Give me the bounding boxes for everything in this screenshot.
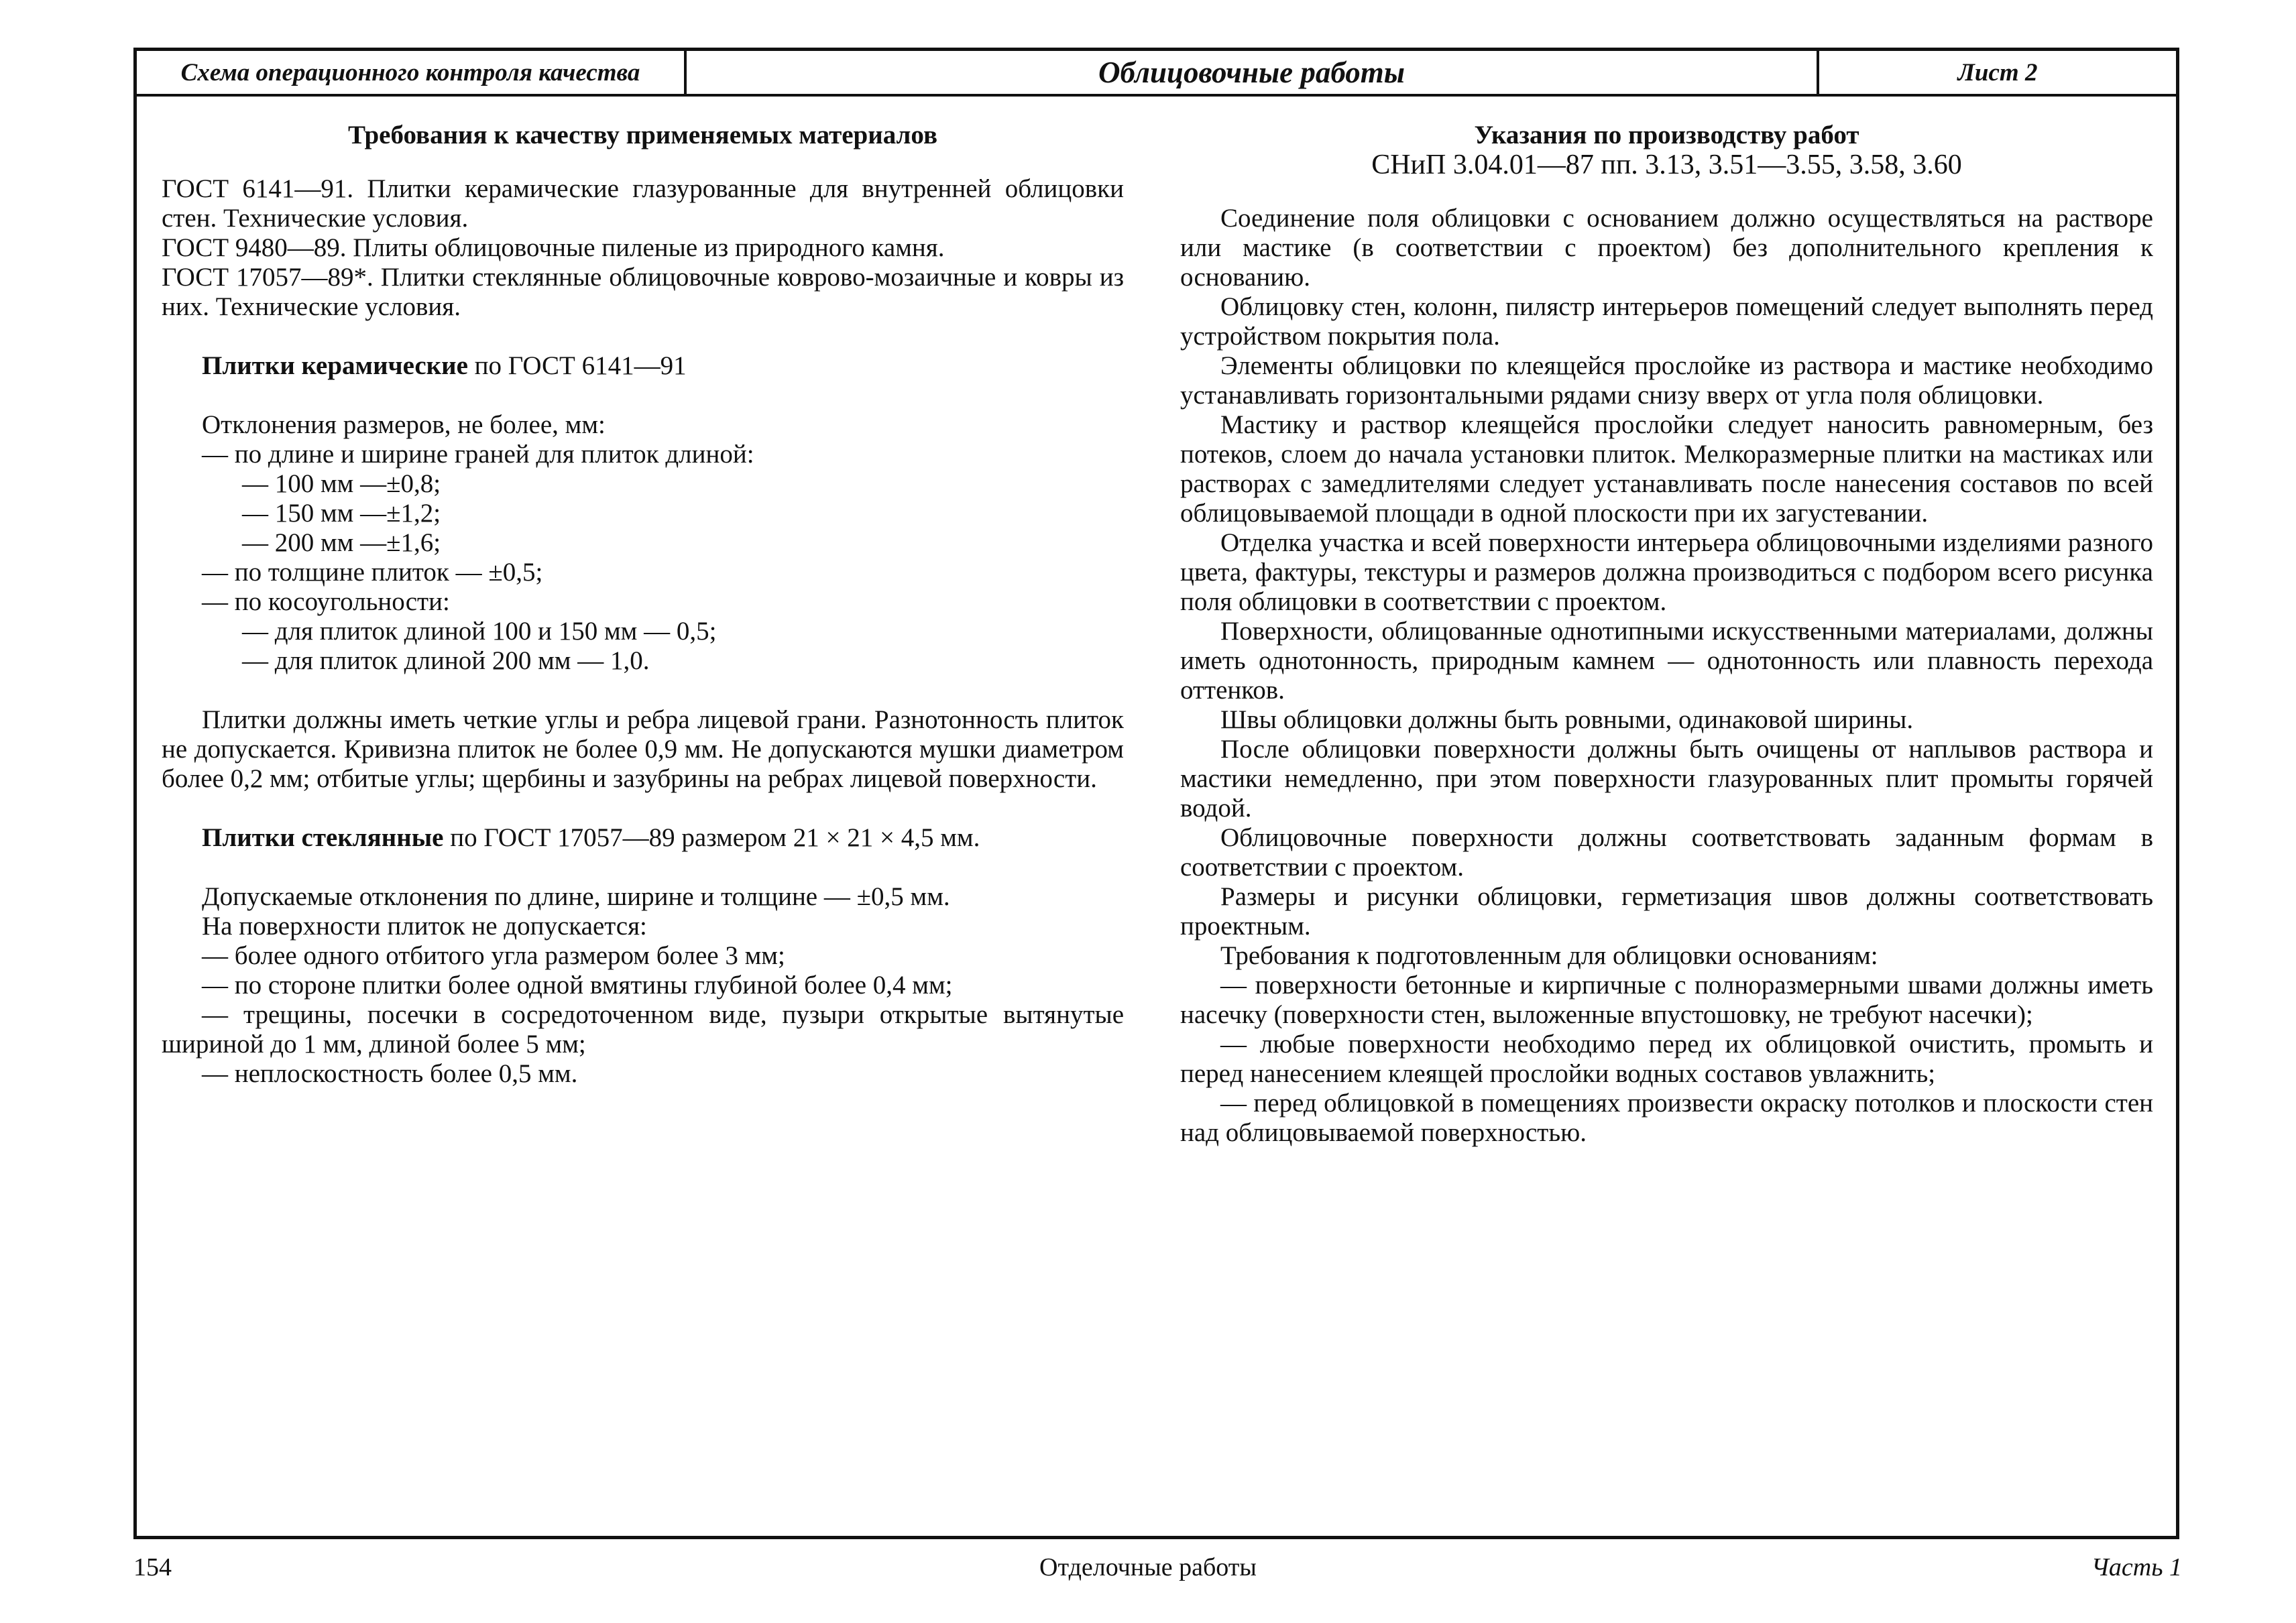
- list-item: — 100 мм —±0,8;: [242, 469, 441, 498]
- gost-paragraph: ГОСТ 6141—91. Плитки керамические глазурованные для внутренней облицовки стен. Технические условия.: [162, 174, 1124, 233]
- header-title: Облицовочные работы: [687, 51, 1819, 94]
- right-section-title: Указания по производству работ: [1474, 121, 1859, 149]
- deviation-intro: Отклонения размеров, не более, мм:: [202, 410, 606, 439]
- glass-intro: На поверхности плиток не допускается:: [202, 912, 647, 941]
- footer-section-title: Отделочные работы: [1039, 1553, 1257, 1581]
- ceramic-requirements: Плитки должны иметь четкие углы и ребра лицевой грани. Разнотонность плиток не допускается. Кривизна плиток не более 0,9 мм. Не допускаются мушки диаметром более 0,2 мм; отбитые углы; щербины и зазубрины на ребрах лицевой поверхности.: [162, 705, 1124, 793]
- ceramic-heading-rest: по ГОСТ 6141—91: [467, 351, 687, 380]
- page-frame: [133, 48, 2179, 1539]
- gost-paragraph: ГОСТ 17057—89*. Плитки стеклянные облицовочные коврово-мозаичные и ковры из них. Технические условия.: [162, 263, 1124, 321]
- list-item: — по косоугольности:: [202, 587, 450, 616]
- list-item: — для плиток длиной 200 мм — 1,0.: [242, 646, 650, 675]
- list-item: — по стороне плитки более одной вмятины глубиной более 0,4 мм;: [202, 971, 953, 1000]
- list-item: — трещины, посечки в сосредоточенном виде, пузыри открытые вытянутые шириной до 1 мм, длиной более 5 мм;: [162, 1000, 1124, 1059]
- list-item: — 150 мм —±1,2;: [242, 499, 441, 528]
- instruction-paragraph: После облицовки поверхности должны быть очищены от наплывов раствора и мастики немедленно, при этом поверхности глазурованных плит промыты горячей водой.: [1180, 735, 2153, 823]
- header-scheme-label: Схема операционного контроля качества: [137, 51, 687, 94]
- ceramic-heading: [162, 351, 1124, 381]
- page-number: 154: [133, 1553, 172, 1581]
- instruction-paragraph: — поверхности бетонные и кирпичные с полноразмерными швами должны иметь насечку (поверхности стен, выложенные впустошовку, не требуют насечки);: [1180, 971, 2153, 1029]
- instruction-paragraph: — перед облицовкой в помещениях произвести окраску потолков и плоскости стен над облицовываемой поверхностью.: [1180, 1089, 2153, 1147]
- instruction-paragraph: Поверхности, облицованные однотипными искусственными материалами, должны иметь однотонность, природным камнем — однотонность или плавность перехода оттенков.: [1180, 617, 2153, 705]
- glass-heading-bold: Плитки стеклянные: [202, 823, 444, 852]
- gost-paragraph: ГОСТ 9480—89. Плиты облицовочные пиленые из природного камня.: [162, 233, 945, 262]
- instruction-paragraph: Отделка участка и всей поверхности интерьера облицовочными изделиями разного цвета, фактуры, текстуры и размеров должна производиться с подбором всего рисунка поля облицовки в соответствии с проектом.: [1180, 528, 2153, 616]
- instruction-paragraph: Швы облицовки должны быть ровными, одинаковой ширины.: [1220, 705, 1914, 734]
- list-item: — 200 мм —±1,6;: [242, 528, 441, 557]
- list-item: — для плиток длиной 100 и 150 мм — 0,5;: [242, 617, 717, 646]
- list-item: — неплоскостность более 0,5 мм.: [202, 1059, 578, 1088]
- instruction-paragraph: Мастику и раствор клеящейся прослойки следует наносить равномерным, без потеков, слоем до начала установки плиток. Мелкоразмерные плитки на мастиках или растворах с замедлителями следует устанавливать после нанесения составов по всей облицовываемой площади в одной плоскости при их загустевании.: [1180, 410, 2153, 528]
- footer-part-label: Часть 1: [2091, 1553, 2182, 1581]
- glass-heading-rest: по ГОСТ 17057—89 размером 21 × 21 × 4,5 мм.: [443, 823, 980, 852]
- instruction-paragraph: Требования к подготовленным для облицовки основаниям:: [1220, 941, 1878, 970]
- instruction-paragraph: — любые поверхности необходимо перед их облицовкой очистить, промыть и перед нанесением клеящей прослойки водных составов увлажнить;: [1180, 1030, 2153, 1088]
- list-item: — более одного отбитого угла размером более 3 мм;: [202, 941, 785, 970]
- glass-heading: [162, 823, 1124, 853]
- instruction-paragraph: Элементы облицовки по клеящейся прослойке из раствора и мастике необходимо устанавливать горизонтальными рядами снизу вверх от угла поля облицовки.: [1180, 351, 2153, 410]
- header-sheet-number: Лист 2: [1957, 58, 2038, 86]
- instruction-paragraph: Размеры и рисунки облицовки, герметизация швов должны соответствовать проектным.: [1180, 882, 2153, 941]
- right-column: [1180, 121, 2153, 1148]
- ceramic-heading-bold: Плитки керамические: [202, 351, 468, 380]
- instruction-paragraph: Соединение поля облицовки с основанием должно осуществляться на растворе или мастике (в соответствии с проектом) без дополнительного крепления к основанию.: [1180, 204, 2153, 292]
- left-section-title: Требования к качеству применяемых материалов: [347, 121, 938, 149]
- left-column: [162, 121, 1124, 1089]
- instruction-paragraph: Облицовочные поверхности должны соответствовать заданным формам в соответствии с проектом.: [1180, 823, 2153, 882]
- header-table: [137, 51, 2176, 97]
- list-item: — по толщине плиток — ±0,5;: [202, 558, 543, 587]
- glass-deviation: Допускаемые отклонения по длине, ширине и толщине — ±0,5 мм.: [202, 882, 950, 911]
- instruction-paragraph: Облицовку стен, колонн, пилястр интерьеров помещений следует выполнять перед устройством покрытия пола.: [1180, 292, 2153, 351]
- snip-reference: СНиП 3.04.01—87 пп. 3.13, 3.51—3.55, 3.58, 3.60: [1371, 149, 1962, 180]
- list-item: — по длине и ширине граней для плиток длиной:: [202, 440, 754, 469]
